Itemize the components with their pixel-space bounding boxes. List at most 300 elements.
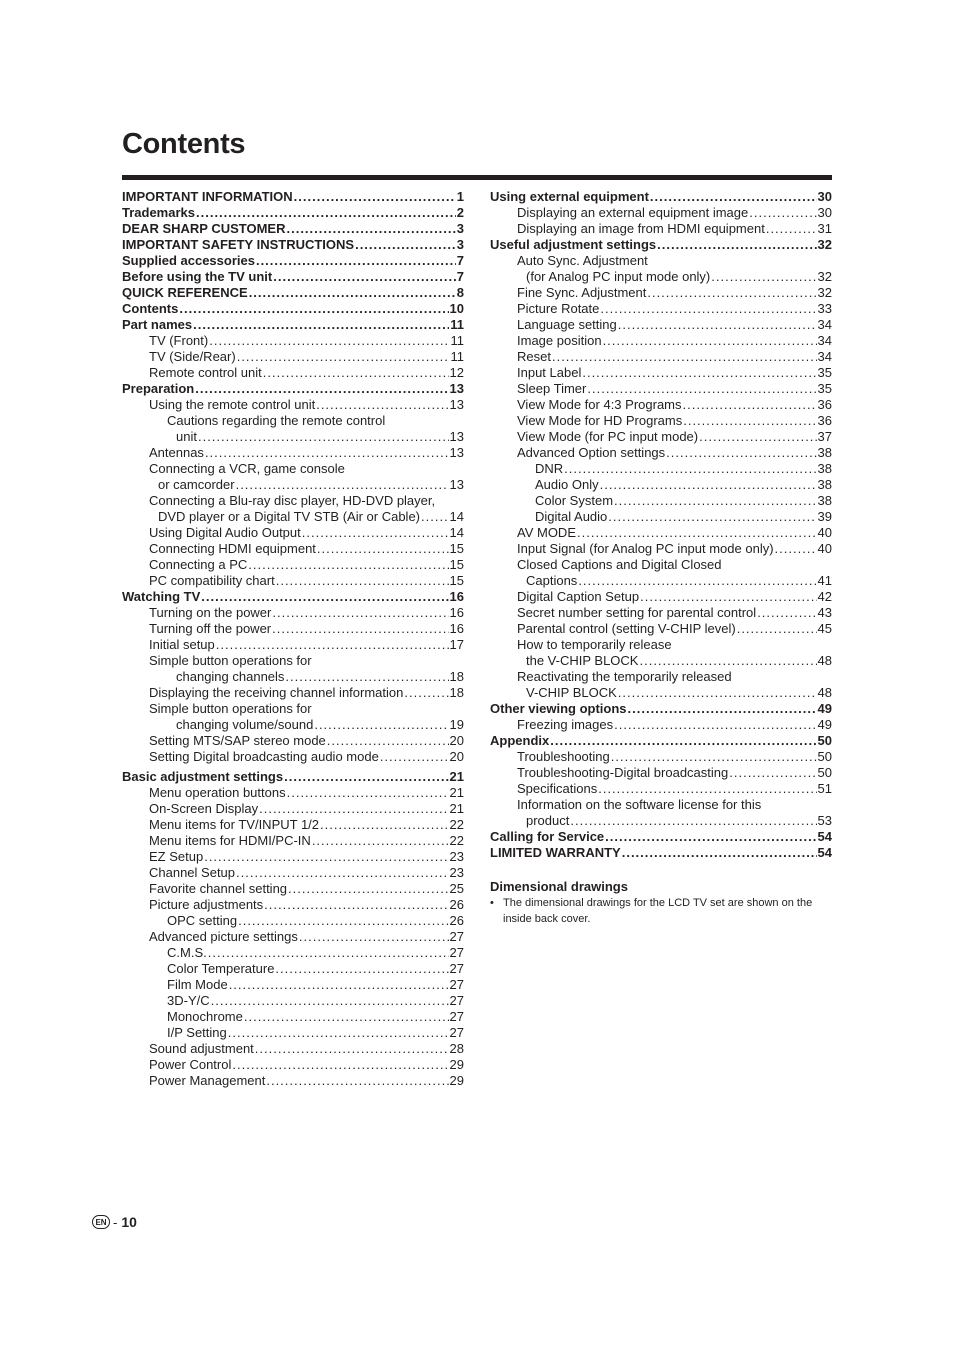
toc-entry-page: 40 [817, 541, 832, 556]
toc-leader-dots [209, 333, 449, 349]
toc-leader-dots [598, 781, 816, 797]
toc-entry-page: 22 [449, 833, 464, 848]
toc-entry-title: DEAR SHARP CUSTOMER [122, 221, 286, 236]
toc-entry-page: 17 [449, 637, 464, 652]
toc-entry [490, 429, 832, 445]
toc-entry-title: Audio Only [535, 477, 599, 492]
toc-leader-dots [421, 509, 449, 525]
toc-entry [490, 381, 832, 397]
toc-entry-title: AV MODE [517, 525, 576, 540]
toc-entry-title: the V-CHIP BLOCK [526, 653, 639, 668]
toc-entry-page: 26 [449, 897, 464, 912]
toc-entry-title: Menu operation buttons [149, 785, 286, 800]
toc-leader-dots [263, 365, 449, 381]
toc-leader-dots [196, 205, 456, 221]
toc-entry-page: 54 [817, 829, 832, 844]
toc-entry [122, 897, 464, 913]
toc-leader-dots [699, 429, 816, 445]
toc-entry [122, 525, 464, 541]
toc-leader-dots [193, 317, 449, 333]
toc-entry [490, 493, 832, 509]
toc-entry-title: Setting Digital broadcasting audio mode [149, 749, 379, 764]
toc-entry-title: Displaying an image from HDMI equipment [517, 221, 765, 236]
toc-entry-page: 37 [817, 429, 832, 444]
toc-entry-page: 51 [817, 781, 832, 796]
toc-entry-title: DNR [535, 461, 564, 476]
toc-entry-page: 30 [817, 189, 832, 204]
toc-entry-page: 7 [456, 269, 464, 284]
toc-leader-dots [683, 413, 816, 429]
toc-entry-page: 22 [449, 817, 464, 832]
toc-entry-title: Input Label [517, 365, 582, 380]
toc-entry-title: Sleep Timer [517, 381, 587, 396]
toc-entry [122, 221, 464, 237]
toc-entry [122, 413, 464, 429]
toc-entry [122, 929, 464, 945]
toc-entry-page: 1 [456, 189, 464, 204]
toc-entry-title: Image position [517, 333, 602, 348]
toc-leader-dots [775, 541, 817, 557]
toc-entry-title: Specifications [517, 781, 598, 796]
toc-entry-title: Power Management [149, 1073, 266, 1088]
toc-leader-dots [236, 477, 449, 493]
toc-entry-page: 27 [449, 993, 464, 1008]
toc-entry-title: Auto Sync. Adjustment [517, 253, 648, 268]
toc-leader-dots [216, 637, 449, 653]
toc-leader-dots [614, 493, 817, 509]
toc-entry-page: 34 [817, 333, 832, 348]
toc-entry-page: 50 [817, 749, 832, 764]
toc-entry [122, 785, 464, 801]
toc-entry-title: Basic adjustment settings [122, 769, 284, 784]
toc-leader-dots [288, 881, 449, 897]
toc-entry-title: Connecting HDMI equipment [149, 541, 316, 556]
toc-entry [490, 237, 832, 253]
toc-leader-dots [749, 205, 816, 221]
toc-entry-page: 23 [449, 865, 464, 880]
toc-entry-title: PC compatibility chart [149, 573, 275, 588]
toc-entry [490, 541, 832, 557]
toc-leader-dots [229, 977, 449, 993]
toc-leader-dots [600, 301, 816, 317]
toc-leader-dots [757, 605, 816, 621]
toc-leader-dots [552, 349, 817, 365]
toc-entry-page: 19 [449, 717, 464, 732]
toc-entry-page: 16 [449, 589, 464, 604]
toc-entry-title: Cautions regarding the remote control [167, 413, 386, 428]
toc-entry-title: unit [176, 429, 197, 444]
toc-leader-dots [276, 573, 449, 589]
toc-entry [122, 849, 464, 865]
toc-entry-title: changing channels [176, 669, 285, 684]
toc-leader-dots [582, 365, 816, 381]
toc-entry [490, 253, 832, 269]
page-title: Contents [122, 128, 246, 160]
toc-entry-title: Power Control [149, 1057, 232, 1072]
toc-entry [490, 685, 832, 701]
toc-leader-dots [316, 397, 448, 413]
toc-entry-title: Freezing images [517, 717, 614, 732]
toc-entry [122, 605, 464, 621]
toc-entry [490, 653, 832, 669]
toc-leader-dots [666, 445, 816, 461]
toc-entry [122, 1009, 464, 1025]
toc-entry-page: 11 [450, 317, 464, 332]
toc-entry-title: Setting MTS/SAP stereo mode [149, 733, 326, 748]
toc-entry [122, 317, 464, 333]
toc-entry-page: 26 [449, 913, 464, 928]
toc-entry [490, 349, 832, 365]
toc-leader-dots [208, 945, 449, 961]
toc-leader-dots [314, 717, 448, 733]
toc-entry [122, 637, 464, 653]
toc-entry [122, 381, 464, 397]
toc-entry-title: Displaying the receiving channel information [149, 685, 404, 700]
toc-entry-title: Monochrome [167, 1009, 243, 1024]
toc-entry [122, 333, 464, 349]
toc-entry-page: 41 [817, 573, 832, 588]
toc-leader-dots [205, 445, 449, 461]
toc-entry-page: 10 [449, 301, 464, 316]
toc-entry-title: Menu items for HDMI/PC-IN [149, 833, 311, 848]
toc-entry-title: Parental control (setting V-CHIP level) [517, 621, 736, 636]
toc-entry-page: 45 [817, 621, 832, 636]
toc-entry-page: 53 [817, 813, 832, 828]
toc-entry-page: 49 [817, 717, 832, 732]
toc-entry-title: Channel Setup [149, 865, 236, 880]
toc-entry-page: 20 [449, 733, 464, 748]
toc-entry [490, 605, 832, 621]
toc-entry-page: 40 [817, 525, 832, 540]
toc-leader-dots [404, 685, 448, 701]
toc-leader-dots [737, 621, 817, 637]
toc-entry-title: View Mode for 4:3 Programs [517, 397, 682, 412]
toc-entry-title: Supplied accessories [122, 253, 255, 268]
toc-leader-dots [578, 573, 816, 589]
toc-entry [122, 833, 464, 849]
toc-leader-dots [273, 269, 456, 285]
toc-entry-page: 2 [456, 205, 464, 220]
toc-entry-title: Antennas [149, 445, 204, 460]
toc-entry [122, 701, 464, 717]
toc-entry [122, 573, 464, 589]
toc-entry-title: IMPORTANT SAFETY INSTRUCTIONS [122, 237, 355, 252]
toc-entry-page: 16 [449, 621, 464, 636]
toc-leader-dots [577, 525, 817, 541]
toc-entry-title: Connecting a VCR, game console [149, 461, 345, 476]
toc-entry-title: Digital Audio [535, 509, 608, 524]
toc-entry [490, 461, 832, 477]
toc-entry [490, 813, 832, 829]
toc-entry-title: Connecting a Blu-ray disc player, HD-DVD player, [149, 493, 436, 508]
toc-entry-page: 27 [449, 945, 464, 960]
toc-entry [122, 1057, 464, 1073]
toc-entry [490, 221, 832, 237]
toc-entry [122, 769, 464, 785]
toc-leader-dots [266, 1073, 448, 1089]
bullet: • [490, 897, 494, 909]
toc-leader-dots [605, 829, 816, 845]
toc-entry-title: View Mode (for PC input mode) [517, 429, 699, 444]
toc-entry-page: 48 [817, 653, 832, 668]
toc-entry-title: Using external equipment [490, 189, 649, 204]
toc-entry [122, 993, 464, 1009]
toc-entry-title: Contents [122, 301, 179, 316]
toc-entry [490, 669, 832, 685]
toc-leader-dots [249, 285, 456, 301]
toc-entry-page: 29 [449, 1073, 464, 1088]
toc-entry-title: Using Digital Audio Output [149, 525, 301, 540]
toc-entry-page: 42 [817, 589, 832, 604]
toc-entry [122, 945, 464, 961]
toc-entry [490, 397, 832, 413]
toc-entry [490, 765, 832, 781]
toc-entry-page: 13 [449, 477, 464, 492]
toc-entry-title: Color System [535, 493, 614, 508]
toc-entry-page: 38 [817, 477, 832, 492]
toc-leader-dots [228, 1025, 449, 1041]
toc-entry-page: 32 [817, 237, 832, 252]
toc-entry [122, 429, 464, 445]
toc-entry-page: 7 [456, 253, 464, 268]
toc-leader-dots [611, 749, 817, 765]
toc-entry [122, 621, 464, 637]
toc-entry-page: 36 [817, 413, 832, 428]
toc-leader-dots [264, 897, 448, 913]
toc-entry [122, 865, 464, 881]
toc-leader-dots [564, 461, 816, 477]
toc-entry [490, 829, 832, 845]
toc-entry [490, 525, 832, 541]
toc-entry-page: 23 [449, 849, 464, 864]
toc-leader-dots [259, 801, 448, 817]
dimensional-drawings-note [490, 895, 832, 927]
toc-leader-dots [600, 477, 817, 493]
toc-entry [122, 237, 464, 253]
toc-leader-dots [766, 221, 817, 237]
toc-entry [122, 733, 464, 749]
toc-entry-page: 29 [449, 1057, 464, 1072]
toc-entry-page: 12 [449, 365, 464, 380]
toc-entry-page: 18 [449, 669, 464, 684]
toc-entry [122, 589, 464, 605]
toc-entry-page: 14 [449, 509, 464, 524]
toc-entry [122, 445, 464, 461]
toc-leader-dots [550, 733, 816, 749]
toc-entry-title: Reactivating the temporarily released [517, 669, 732, 684]
toc-entry-title: Turning off the power [149, 621, 272, 636]
toc-entry [490, 621, 832, 637]
toc-entry [490, 733, 832, 749]
toc-entry-title: Connecting a PC [149, 557, 248, 572]
toc-leader-dots [647, 285, 816, 301]
toc-entry [122, 397, 464, 413]
toc-entry-title: Preparation [122, 381, 195, 396]
toc-leader-dots [355, 237, 456, 253]
toc-entry [122, 717, 464, 733]
toc-entry-title: Information on the software license for this [517, 797, 762, 812]
toc-entry-title: Useful adjustment settings [490, 237, 657, 252]
toc-leader-dots [236, 865, 449, 881]
toc-entry-title: Advanced picture settings [149, 929, 298, 944]
toc-leader-dots [618, 317, 817, 333]
toc-entry-page: 14 [449, 525, 464, 540]
toc-leader-dots [232, 1057, 448, 1073]
toc-entry-page: 3 [456, 221, 464, 236]
toc-entry-title: Simple button operations for [149, 653, 312, 668]
toc-entry-page: 36 [817, 397, 832, 412]
toc-leader-dots [683, 397, 817, 413]
toc-entry-page: 3 [456, 237, 464, 252]
toc-leader-dots [711, 269, 816, 285]
toc-entry [122, 461, 464, 477]
toc-entry [122, 269, 464, 285]
toc-leader-dots [195, 381, 448, 397]
toc-entry-title: OPC setting [167, 913, 238, 928]
toc-entry-page: 11 [450, 349, 464, 364]
toc-entry-page: 21 [449, 785, 464, 800]
toc-leader-dots [380, 749, 449, 765]
toc-entry [490, 845, 832, 861]
toc-leader-dots [587, 381, 816, 397]
toc-leader-dots [272, 605, 448, 621]
toc-entry-title: LIMITED WARRANTY [490, 845, 621, 860]
toc-leader-dots [299, 929, 449, 945]
toc-entry-title: (for Analog PC input mode only) [526, 269, 711, 284]
toc-entry-page: 27 [449, 977, 464, 992]
toc-entry-title: I/P Setting [167, 1025, 227, 1040]
toc-leader-dots [327, 733, 449, 749]
toc-entry-page: 15 [449, 573, 464, 588]
toc-leader-dots [238, 913, 448, 929]
toc-entry [490, 637, 832, 653]
toc-entry-title: Closed Captions and Digital Closed [517, 557, 722, 572]
toc-entry [122, 977, 464, 993]
toc-leader-dots [570, 813, 816, 829]
toc-entry [490, 477, 832, 493]
toc-leader-dots [284, 769, 448, 785]
toc-entry-page: 38 [817, 445, 832, 460]
toc-entry [122, 817, 464, 833]
toc-entry-page: 49 [817, 701, 832, 716]
toc-entry-title: Input Signal (for Analog PC input mode only) [517, 541, 774, 556]
toc-entry-page: 33 [817, 301, 832, 316]
toc-entry [122, 493, 464, 509]
toc-leader-dots [237, 349, 450, 365]
toc-entry-title: Picture Rotate [517, 301, 600, 316]
toc-entry-page: 20 [449, 749, 464, 764]
toc-entry-page: 48 [817, 685, 832, 700]
dimensional-drawings-heading: Dimensional drawings [490, 879, 628, 894]
toc-entry-page: 54 [817, 845, 832, 860]
toc-entry-title: Remote control unit [149, 365, 262, 380]
toc-leader-dots [603, 333, 817, 349]
toc-entry-page: 34 [817, 349, 832, 364]
toc-leader-dots [272, 621, 448, 637]
dimensional-drawings-section [490, 879, 832, 927]
toc-entry [490, 797, 832, 813]
toc-entry-title: product [526, 813, 570, 828]
toc-entry-title: Language setting [517, 317, 617, 332]
toc-entry [122, 301, 464, 317]
toc-entry-title: Favorite channel setting [149, 881, 288, 896]
toc-entry-title: Simple button operations for [149, 701, 312, 716]
toc-entry-page: 27 [449, 1009, 464, 1024]
toc-right-column [490, 189, 832, 927]
toc-leader-dots [657, 237, 816, 253]
toc-leader-dots [255, 1041, 449, 1057]
toc-entry [490, 285, 832, 301]
toc-entry [490, 749, 832, 765]
toc-entry [122, 365, 464, 381]
toc-entry-page: 21 [449, 769, 464, 784]
toc-entry [122, 913, 464, 929]
toc-entry-page: 31 [817, 221, 832, 236]
toc-entry-page: 13 [449, 429, 464, 444]
toc-entry-title: TV (Front) [149, 333, 209, 348]
toc-left-column [122, 189, 464, 1089]
toc-entry-title: Other viewing options [490, 701, 627, 716]
toc-entry-title: Part names [122, 317, 193, 332]
toc-leader-dots [640, 589, 816, 605]
toc-leader-dots [320, 817, 449, 833]
toc-entry-title: 3D-Y/C [167, 993, 210, 1008]
toc-entry-title: Digital Caption Setup [517, 589, 640, 604]
toc-entry [122, 1041, 464, 1057]
toc-entry-title: or camcorder [158, 477, 235, 492]
toc-entry [490, 557, 832, 573]
toc-leader-dots [248, 557, 448, 573]
toc-entry [122, 349, 464, 365]
toc-entry [490, 189, 832, 205]
toc-leader-dots [198, 429, 449, 445]
toc-entry-title: Using the remote control unit [149, 397, 316, 412]
toc-entry-title: changing volume/sound [176, 717, 314, 732]
toc-entry-page: 28 [449, 1041, 464, 1056]
toc-entry-page: 30 [817, 205, 832, 220]
toc-entry-page: 15 [449, 541, 464, 556]
toc-entry [122, 205, 464, 221]
toc-entry [490, 333, 832, 349]
toc-entry [122, 285, 464, 301]
toc-entry [490, 589, 832, 605]
toc-leader-dots [179, 301, 448, 317]
toc-entry-title: View Mode for HD Programs [517, 413, 683, 428]
toc-entry-title: Advanced Option settings [517, 445, 666, 460]
toc-leader-dots [639, 653, 816, 669]
footer-dash: - [113, 1214, 118, 1230]
toc-entry [490, 573, 832, 589]
toc-entry-title: Menu items for TV/INPUT 1/2 [149, 817, 320, 832]
toc-entry [490, 365, 832, 381]
toc-entry [490, 205, 832, 221]
toc-entry [490, 509, 832, 525]
toc-entry [490, 301, 832, 317]
toc-entry-page: 13 [449, 397, 464, 412]
toc-entry-page: 38 [817, 461, 832, 476]
toc-entry [122, 477, 464, 493]
toc-leader-dots [650, 189, 817, 205]
toc-entry-page: 8 [456, 285, 464, 300]
toc-leader-dots [614, 717, 816, 733]
toc-entry-title: V-CHIP BLOCK [526, 685, 617, 700]
toc-entry-page: 39 [817, 509, 832, 524]
toc-entry-page: 38 [817, 493, 832, 508]
toc-entry [122, 801, 464, 817]
toc-entry-page: 27 [449, 1025, 464, 1040]
toc-entry-title: How to temporarily release [517, 637, 672, 652]
toc-entry-page: 11 [450, 333, 464, 348]
